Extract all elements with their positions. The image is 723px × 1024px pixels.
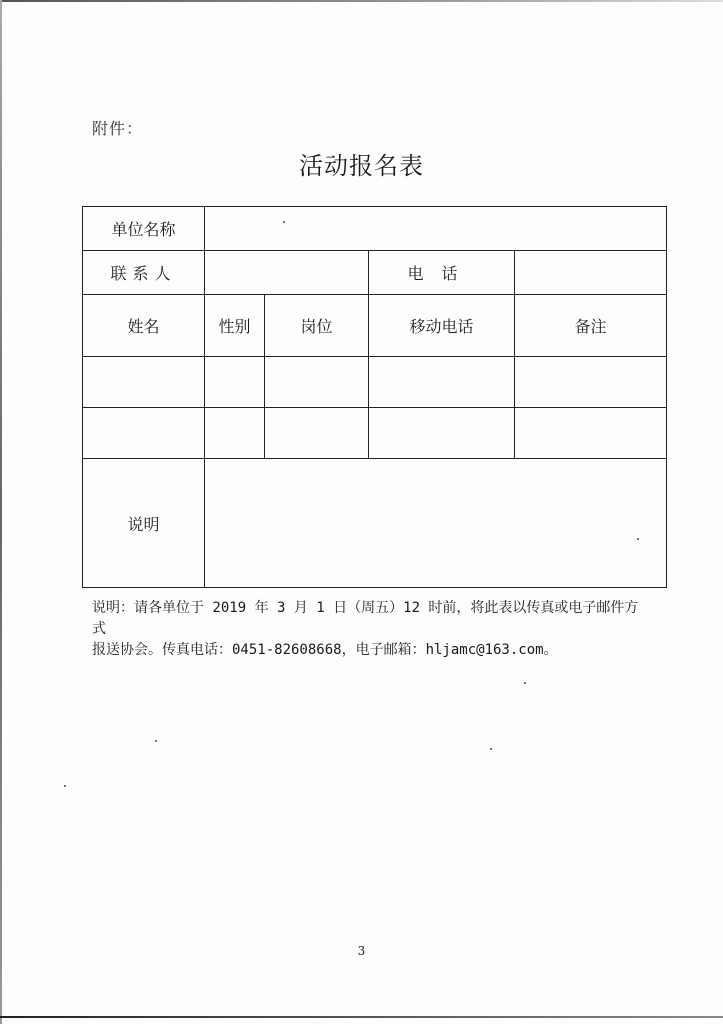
remarks-row (83, 459, 667, 588)
scan-edge-bottom (0, 1016, 723, 1018)
unit-name-label: 单位名称 (83, 207, 205, 251)
col-header-name: 姓名 (83, 295, 205, 357)
scan-speck (637, 538, 639, 540)
contact-field[interactable] (205, 251, 369, 295)
unit-name-row (83, 207, 667, 251)
name-cell[interactable] (83, 357, 205, 408)
scan-speck (490, 748, 492, 750)
table-row (83, 357, 667, 408)
remarks-label: 说明 (83, 459, 205, 588)
page-title: 活动报名表 (299, 152, 424, 180)
attachment-label: 附件： (92, 119, 144, 138)
instruction-note (92, 598, 652, 661)
notes-cell[interactable] (515, 408, 667, 459)
scan-speck (283, 221, 285, 223)
mobile-cell[interactable] (369, 357, 515, 408)
table-row (83, 408, 667, 459)
scan-speck (524, 682, 526, 684)
position-cell[interactable] (265, 357, 369, 408)
contact-row (83, 251, 667, 295)
gender-cell[interactable] (205, 357, 265, 408)
name-cell[interactable] (83, 408, 205, 459)
contact-label: 联系人 (83, 251, 205, 295)
phone-label: 电话 (369, 251, 515, 295)
scan-speck (155, 740, 157, 742)
header-row (83, 295, 667, 357)
scan-speck (64, 785, 66, 787)
scan-edge-top (0, 0, 723, 2)
phone-field[interactable] (515, 251, 667, 295)
unit-name-field[interactable] (205, 207, 667, 251)
col-header-notes: 备注 (515, 295, 667, 357)
gender-cell[interactable] (205, 408, 265, 459)
instruction-line-2: 报送协会。传真电话：0451-82608668，电子邮箱：hljamc@163.com。 (92, 642, 558, 658)
notes-cell[interactable] (515, 357, 667, 408)
col-header-mobile: 移动电话 (369, 295, 515, 357)
page-number: 3 (357, 944, 366, 958)
mobile-cell[interactable] (369, 408, 515, 459)
position-cell[interactable] (265, 408, 369, 459)
instruction-line-1: 说明：请各单位于 2019 年 3 月 1 日（周五）12 时前，将此表以传真或电子邮件方式 (92, 600, 639, 637)
col-header-gender: 性别 (205, 295, 265, 357)
col-header-position: 岗位 (265, 295, 369, 357)
remarks-field[interactable] (205, 459, 667, 588)
registration-form-table (82, 206, 667, 588)
